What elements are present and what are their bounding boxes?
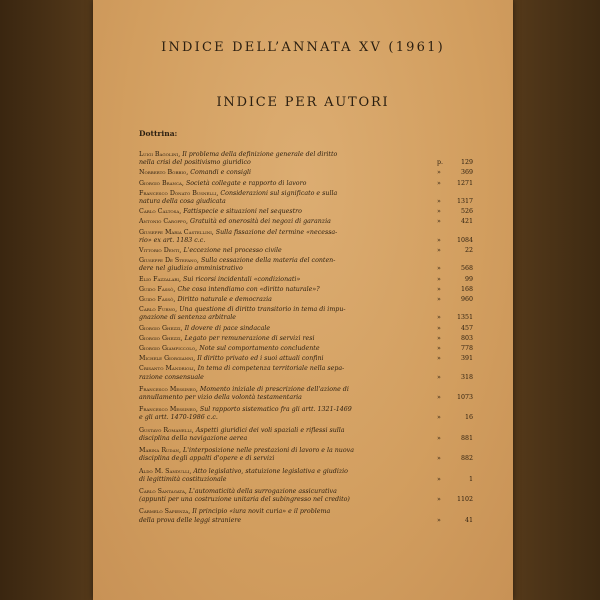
entry-author: Vittorio Denti, — [139, 247, 182, 255]
entry-page-ref — [437, 355, 473, 363]
index-entry — [139, 296, 473, 304]
entry-page-number: 168 — [460, 285, 473, 293]
entry-page-prefix: » — [437, 394, 441, 402]
entry-page-prefix: » — [437, 345, 441, 353]
index-entry — [139, 355, 473, 363]
entry-page-number: 22 — [464, 247, 473, 255]
entry-page-ref — [437, 180, 473, 188]
entry-page-number: 1084 — [456, 236, 473, 244]
entry-page-number: 1073 — [456, 394, 473, 402]
entry-text — [139, 355, 473, 363]
entry-author: Norberto Bobbio, — [139, 169, 189, 177]
entry-text — [139, 296, 473, 304]
entry-author: Luigi Bagolini, — [139, 151, 181, 158]
index-entry — [139, 208, 473, 216]
index-entry — [139, 447, 473, 463]
entry-author: Antonio Caroppo, — [139, 218, 189, 226]
entry-author: Gustavo Romanelli, — [139, 426, 194, 434]
entry-text — [139, 488, 473, 504]
entry-page-prefix: » — [437, 198, 441, 206]
entry-page-prefix: » — [437, 208, 441, 216]
entry-page-number: 568 — [460, 265, 473, 273]
entry-page-ref — [437, 265, 473, 273]
entry-title: L'eccezione nel processo civile — [183, 247, 282, 255]
entry-author: Guido Fassò, — [139, 285, 176, 293]
entry-author: Giorgio Giampiccolo, — [139, 345, 198, 353]
entry-page-number: 778 — [460, 345, 473, 353]
entry-page-prefix: » — [437, 265, 441, 273]
entry-author: Michele Giorgianni, — [139, 355, 196, 363]
entry-page-number: 1317 — [456, 198, 473, 206]
entry-page-ref — [437, 335, 473, 343]
entry-text — [139, 190, 473, 206]
entry-page-prefix: » — [437, 296, 441, 304]
entry-title: Il diritto privato ed i suoi attuali confini — [197, 355, 324, 363]
entry-page-ref — [437, 496, 473, 504]
entry-page-ref — [437, 325, 473, 333]
index-entry — [139, 257, 473, 273]
index-entry — [139, 169, 473, 177]
entry-page-ref — [437, 476, 473, 484]
entry-text — [139, 406, 473, 422]
index-entry — [139, 386, 473, 402]
index-entry — [139, 335, 473, 343]
entry-author: Marina Rudan, — [139, 447, 182, 455]
entry-author: Crisanto Mandrioli, — [139, 365, 196, 373]
entry-title: Note sul comportamento concludente — [199, 345, 320, 353]
entry-page-ref — [437, 247, 473, 255]
entry-page-ref — [437, 286, 473, 294]
entry-text — [139, 169, 473, 177]
entry-author: Francesco Messineo, — [139, 406, 198, 414]
background-left — [0, 0, 93, 600]
entry-page-ref — [437, 394, 473, 402]
entry-text — [139, 508, 473, 524]
index-entry — [139, 427, 473, 443]
entry-title: Sulla fissazione del termine «necessa- rio» ex art. 1183 c.c. — [139, 228, 338, 244]
entry-author: Guido Fassò, — [139, 296, 176, 304]
entry-page-prefix: » — [437, 179, 441, 187]
entry-page-number: 1351 — [456, 314, 473, 322]
entry-page-prefix: » — [437, 275, 441, 283]
entry-text — [139, 306, 473, 322]
entry-title: Considerazioni sul significato e sulla natura della cosa giudicata — [139, 189, 338, 206]
entry-page-number: 41 — [464, 516, 473, 524]
entry-author: Francesco Donato Busnelli, — [139, 189, 219, 197]
entry-text — [139, 247, 473, 255]
entry-text — [139, 286, 473, 294]
entry-page-prefix: » — [437, 218, 441, 226]
entry-page-prefix: » — [437, 516, 441, 524]
page-title: INDICE DELL’ANNATA XV (1961) — [161, 40, 445, 55]
index-entry — [139, 229, 473, 245]
entry-title: In tema di competenza territoriale nella sepa- razione consensuale — [139, 365, 345, 381]
entry-page-ref — [437, 414, 473, 422]
entry-page-ref — [437, 345, 473, 353]
entry-text — [139, 335, 473, 343]
entry-title: Sulla cessazione della materia del conten- dere nel giudizio amministrativo — [139, 257, 336, 273]
entry-text — [139, 218, 473, 226]
entry-title: Una questione di diritto transitorio in tema di impu- gnazione di sentenza arbitrale — [139, 306, 346, 322]
entry-page-number: 803 — [460, 334, 473, 342]
entry-author: Carlo Santagata, — [139, 487, 187, 495]
entry-title: Il dovere di pace sindacale — [184, 324, 271, 332]
document-page — [93, 0, 513, 600]
entry-title: L'automaticità della surrogazione assicurativa (appunti per una costruzione unitaria del subingresso nel credito) — [139, 487, 350, 504]
index-entry — [139, 365, 473, 381]
index-entry — [139, 286, 473, 294]
index-entry — [139, 180, 473, 188]
section-label: Dottrina: — [139, 129, 178, 138]
entry-page-ref — [437, 374, 473, 382]
entry-page-ref — [437, 208, 473, 216]
entry-page-number: 881 — [460, 434, 473, 442]
entry-page-ref — [437, 218, 473, 226]
entry-author: Carmelo Sapienza, — [139, 508, 191, 516]
entry-title: Gratuità ed onerosità dei negozi di garanzia — [190, 218, 331, 226]
entry-title: Comandi e consigli — [190, 169, 252, 177]
entry-page-ref — [437, 435, 473, 443]
entry-author: Giorgio Ghezzi, — [139, 324, 183, 332]
entry-text — [139, 345, 473, 353]
entry-page-prefix: » — [437, 247, 441, 255]
entry-title: Atto legislativo, statuizione legislativa e giudizio di legittimità costituzionale — [139, 467, 348, 483]
entry-title: Diritto naturale e democrazia — [177, 296, 272, 304]
entry-title: Che cosa intendiamo con «diritto naturale»? — [177, 285, 320, 293]
index-entry — [139, 218, 473, 226]
index-entry — [139, 247, 473, 255]
index-entry — [139, 325, 473, 333]
entry-text — [139, 447, 473, 463]
entry-author: Aldo M. Sandulli, — [139, 467, 192, 475]
entry-text — [139, 427, 473, 443]
entry-title: Il principio «iura novit curia» e il problema della prova delle leggi straniere — [139, 508, 331, 524]
entry-page-ref — [437, 237, 473, 245]
entry-page-number: 129 — [460, 159, 473, 167]
entry-page-prefix: » — [437, 314, 441, 322]
entry-page-ref — [437, 296, 473, 304]
entry-page-ref — [437, 169, 473, 177]
entry-page-number: 421 — [460, 218, 473, 226]
entry-page-number: 369 — [460, 169, 473, 177]
entry-page-number: 1271 — [456, 179, 473, 187]
index-entry — [139, 468, 473, 484]
entry-author: Giorgio Ghezzi, — [139, 334, 183, 342]
entry-page-number: 391 — [460, 355, 473, 363]
entry-page-number: 882 — [460, 455, 473, 463]
entry-author: Francesco Messineo, — [139, 385, 198, 393]
entry-title: Aspetti giuridici dei voli spaziali e riflessi sulla disciplina della navigazione aerea — [139, 426, 345, 442]
entry-page-prefix: » — [437, 334, 441, 342]
entry-title: Fattispecie e situazioni nel sequestro — [183, 208, 302, 216]
entry-title: Sui ricorsi incidentali «condizionati» — [182, 275, 301, 283]
index-entry — [139, 306, 473, 322]
entry-page-ref — [437, 517, 473, 525]
entry-page-prefix: » — [437, 169, 441, 177]
entry-page-prefix: » — [437, 455, 441, 463]
entry-page-prefix: » — [437, 285, 441, 293]
entry-page-number: 1102 — [456, 496, 473, 504]
entry-text — [139, 468, 473, 484]
entry-text — [139, 151, 473, 167]
entry-page-prefix: » — [437, 434, 441, 442]
index-entry — [139, 276, 473, 284]
index-entries — [139, 151, 473, 525]
index-entry — [139, 488, 473, 504]
entry-page-prefix: » — [437, 496, 441, 504]
entry-page-ref — [437, 159, 473, 167]
index-entry — [139, 508, 473, 524]
entry-text — [139, 229, 473, 245]
entry-text — [139, 386, 473, 402]
entry-author: Elio Fazzalari, — [139, 275, 181, 283]
entry-page-number: 16 — [464, 414, 473, 422]
entry-page-prefix: » — [437, 355, 441, 363]
entry-text — [139, 276, 473, 284]
entry-title: Sul rapporto sistematico fra gli artt. 1321-1469 e gli artt. 1470-1986 c.c. — [139, 406, 352, 422]
entry-page-prefix: p. — [437, 159, 444, 167]
entry-page-prefix: » — [437, 324, 441, 332]
entry-page-ref — [437, 455, 473, 463]
entry-page-prefix: » — [437, 373, 441, 381]
entry-page-number: 960 — [460, 296, 473, 304]
index-entry — [139, 345, 473, 353]
entry-author: Carlo Furno, — [139, 306, 178, 314]
entry-author: Giuseppe De Stefano, — [139, 257, 199, 265]
entry-title: L'interposizione nelle prestazioni di lavoro e la nuova disciplina degli appalti d'opere e di servizi — [139, 447, 354, 463]
entry-text — [139, 365, 473, 381]
index-entry — [139, 190, 473, 206]
index-entry — [139, 151, 473, 167]
entry-author: Giorgio Branca, — [139, 179, 184, 187]
entry-title: Momento iniziale di prescrizione dell'azione di annullamento per vizio della volontà testamentaria — [139, 385, 349, 402]
entry-author: Giuseppe Maria Castellini, — [139, 228, 214, 236]
entry-text — [139, 325, 473, 333]
entry-title: Società collegate e rapporto di lavoro — [185, 179, 307, 187]
entry-page-prefix: » — [437, 236, 441, 244]
entry-page-ref — [437, 276, 473, 284]
entry-title: Legato per remunerazione di servizi resi — [184, 334, 315, 342]
background-right — [513, 0, 600, 600]
entry-page-number: 99 — [464, 275, 473, 283]
section-title: INDICE PER AUTORI — [216, 95, 390, 110]
entry-text — [139, 208, 473, 216]
entry-page-ref — [437, 198, 473, 206]
entry-author: Carlo Caltosa, — [139, 208, 182, 216]
index-entry — [139, 406, 473, 422]
entry-text — [139, 257, 473, 273]
entry-title: Il problema della definizione generale del diritto nella crisi del positivismo giuridico — [139, 151, 338, 167]
entry-page-prefix: » — [437, 475, 441, 483]
entry-page-prefix: » — [437, 414, 441, 422]
entry-page-number: 318 — [460, 373, 473, 381]
entry-page-number: 526 — [460, 208, 473, 216]
entry-page-number: 457 — [460, 324, 473, 332]
entry-page-ref — [437, 314, 473, 322]
entry-text — [139, 180, 473, 188]
entry-page-number: 1 — [468, 475, 473, 483]
